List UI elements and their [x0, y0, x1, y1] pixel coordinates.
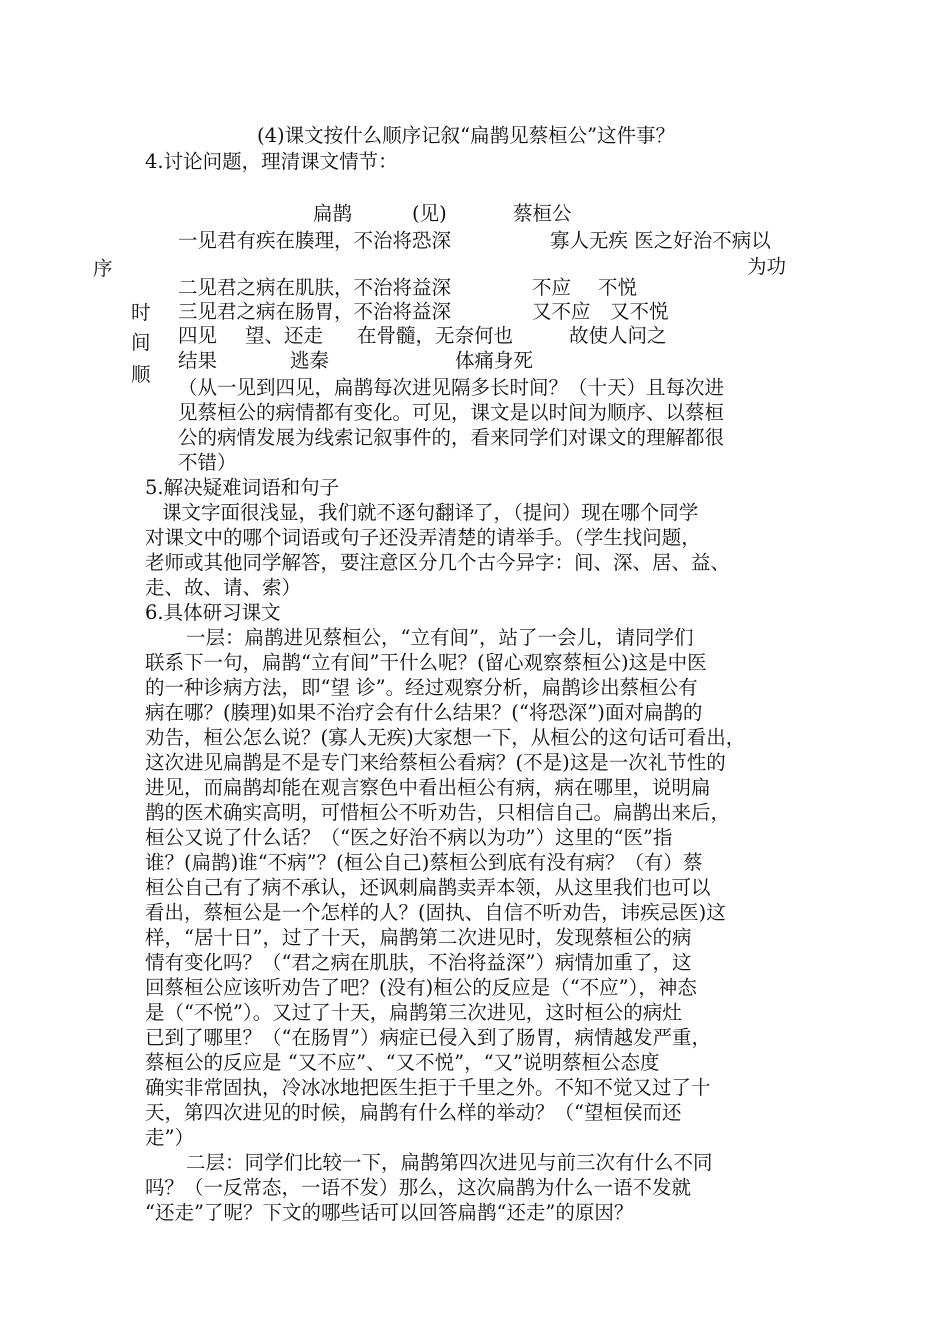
paragraph-line: 劝告，桓公怎么说？(寡人无疾)大家想一下，从桓公的这句话可看出， [145, 726, 746, 749]
paragraph-line: 看出，蔡桓公是一个怎样的人？(固执、自信不听劝告，讳疾忌医)这 [145, 901, 726, 924]
paragraph-line: 已到了哪里？（“在肠胃”）病症已侵入到了肠胃，病情越发严重， [145, 1026, 711, 1049]
diagram-row-4-action: 望、还走 [245, 324, 324, 347]
paragraph-line: 老师或其他同学解答，要注意区分几个古今异字：间、深、居、益、 [145, 551, 731, 574]
diagram-row-1-left: 一见君有疾在腠理，不治将恐深 [178, 229, 452, 252]
diagram-side-shun: 顺 [131, 363, 151, 386]
diagram-row-1-right-cont: 为功 [747, 255, 787, 278]
paragraph-line: 是（“不悦”）。又过了十天，扁鹊第三次进见，这时桓公的病灶 [145, 1001, 682, 1024]
paragraph-line: 课文字面很浅显，我们就不逐句翻译了，（提问）现在哪个同学 [162, 501, 699, 524]
paragraph-line: 二层：同学们比较一下，扁鹊第四次进见与前三次有什么不同 [186, 1151, 713, 1174]
diagram-row-2-reply: 不应 [532, 276, 572, 299]
diagram-side-xu: 序 [93, 257, 113, 280]
paragraph-line: 吗？（一反常态，一语不发）那么，这次扁鹊为什么一语不发就 [145, 1176, 692, 1199]
diagram-row-5-left: 结果 [178, 349, 218, 372]
paragraph-line: 天，第四次进见的时候，扁鹊有什么样的举动？（“望桓侯而还 [145, 1101, 682, 1124]
paragraph-line: 走”） [145, 1126, 194, 1149]
section-heading-4: 4.讨论问题，理清课文情节： [145, 150, 398, 173]
diagram-row-4-response: 故使人问之 [569, 324, 667, 347]
diagram-row-2-mood: 不悦 [598, 276, 638, 299]
note-line: 见蔡桓公的病情都有变化。可见，课文是以时间为顺序、以蔡桓 [178, 401, 725, 424]
diagram-head-caihuangong: 蔡桓公 [513, 202, 572, 225]
paragraph-line: “还走”了呢？下文的哪些话可以回答扁鹊“还走”的原因？ [145, 1201, 634, 1224]
note-line: 不错） [178, 451, 237, 474]
paragraph-line: 蔡桓公的反应是 “又不应”、“又不悦”，“又”说明蔡桓公态度 [145, 1051, 660, 1074]
paragraph-line: 进见，而扁鹊却能在观言察色中看出桓公有病，病在哪里，说明扁 [145, 776, 711, 799]
paragraph-line: 一层：扁鹊进见蔡桓公，“立有间”，站了一会儿，请同学们 [186, 626, 694, 649]
diagram-row-4-illness: 在骨髓，无奈何也 [357, 324, 514, 347]
diagram-row-3-left: 三见君之病在肠胃，不治将益深 [178, 300, 452, 323]
diagram-row-5-huangong: 体痛身死 [455, 349, 534, 372]
diagram-row-5-bianque: 逃秦 [290, 349, 330, 372]
paragraph-line: 鹊的医术确实高明，可惜桓公不听劝告，只相信自己。扁鹊出来后， [145, 801, 731, 824]
diagram-row-2-left: 二见君之病在肌肤，不治将益深 [178, 276, 452, 299]
paragraph-line: 桓公又说了什么话？（“医之好治不病以为功”）这里的“医”指 [145, 826, 673, 849]
paragraph-line: 样，“居十日”，过了十天，扁鹊第二次进见时，发现蔡桓公的病 [145, 926, 692, 949]
paragraph-line: 对课文中的哪个词语或句子还没弄清楚的请举手。（学生找问题， [145, 526, 701, 549]
diagram-head-jian: (见) [412, 202, 447, 225]
paragraph-line: 确实非常固执，冷冰冰地把医生拒于千里之外。不知不觉又过了十 [145, 1076, 711, 1099]
note-line: （从一见到四见，扁鹊每次进见隔多长时间？（十天）且每次进 [178, 376, 725, 399]
note-line: 公的病情发展为线索记叙事件的，看来同学们对课文的理解都很 [178, 426, 725, 449]
diagram-head-bianque: 扁鹊 [313, 202, 353, 225]
paragraph-line: 联系下一句，扁鹊“立有间”干什么呢？(留心观察蔡桓公)这是中医 [145, 651, 707, 674]
diagram-row-3-mood: 又不悦 [610, 300, 669, 323]
paragraph-line: 病在哪？(腠理)如果不治疗会有什么结果？(“将恐深”)面对扁鹊的 [145, 701, 703, 724]
diagram-side-shi: 时 [131, 301, 151, 324]
paragraph-line: 情有变化吗？（“君之病在肌肤，不治将益深”）病情加重了，这 [145, 951, 692, 974]
diagram-side-jian: 间 [131, 331, 151, 354]
paragraph-line: 走、故、请、索） [145, 576, 302, 599]
section-heading-5: 5.解决疑难词语和句子 [145, 476, 340, 499]
section-heading-6: 6.具体研习课文 [145, 601, 281, 624]
paragraph-line: 回蔡桓公应该听劝告了吧？(没有)桓公的反应是（“不应”），神态 [145, 976, 697, 999]
diagram-row-3-reply: 又不应 [532, 300, 591, 323]
paragraph-line: 这次进见扁鹊是不是专门来给蔡桓公看病？(不是)这是一次礼节性的 [145, 751, 726, 774]
question-4: (4)课文按什么顺序记叙“扁鹊见蔡桓公”这件事？ [257, 124, 676, 147]
paragraph-line: 的一种诊病方法，即“望 诊”。经过观察分析，扁鹊诊出蔡桓公有 [145, 676, 698, 699]
diagram-row-4-left: 四见 [178, 324, 218, 347]
paragraph-line: 谁？(扁鹊)谁“不病”？(桓公自己)蔡桓公到底有没有病？（有）蔡 [145, 851, 703, 874]
diagram-row-1-right: 寡人无疾 医之好治不病以 [550, 229, 771, 252]
paragraph-line: 桓公自己有了病不承认，还讽刺扁鹊卖弄本领，从这里我们也可以 [145, 876, 711, 899]
